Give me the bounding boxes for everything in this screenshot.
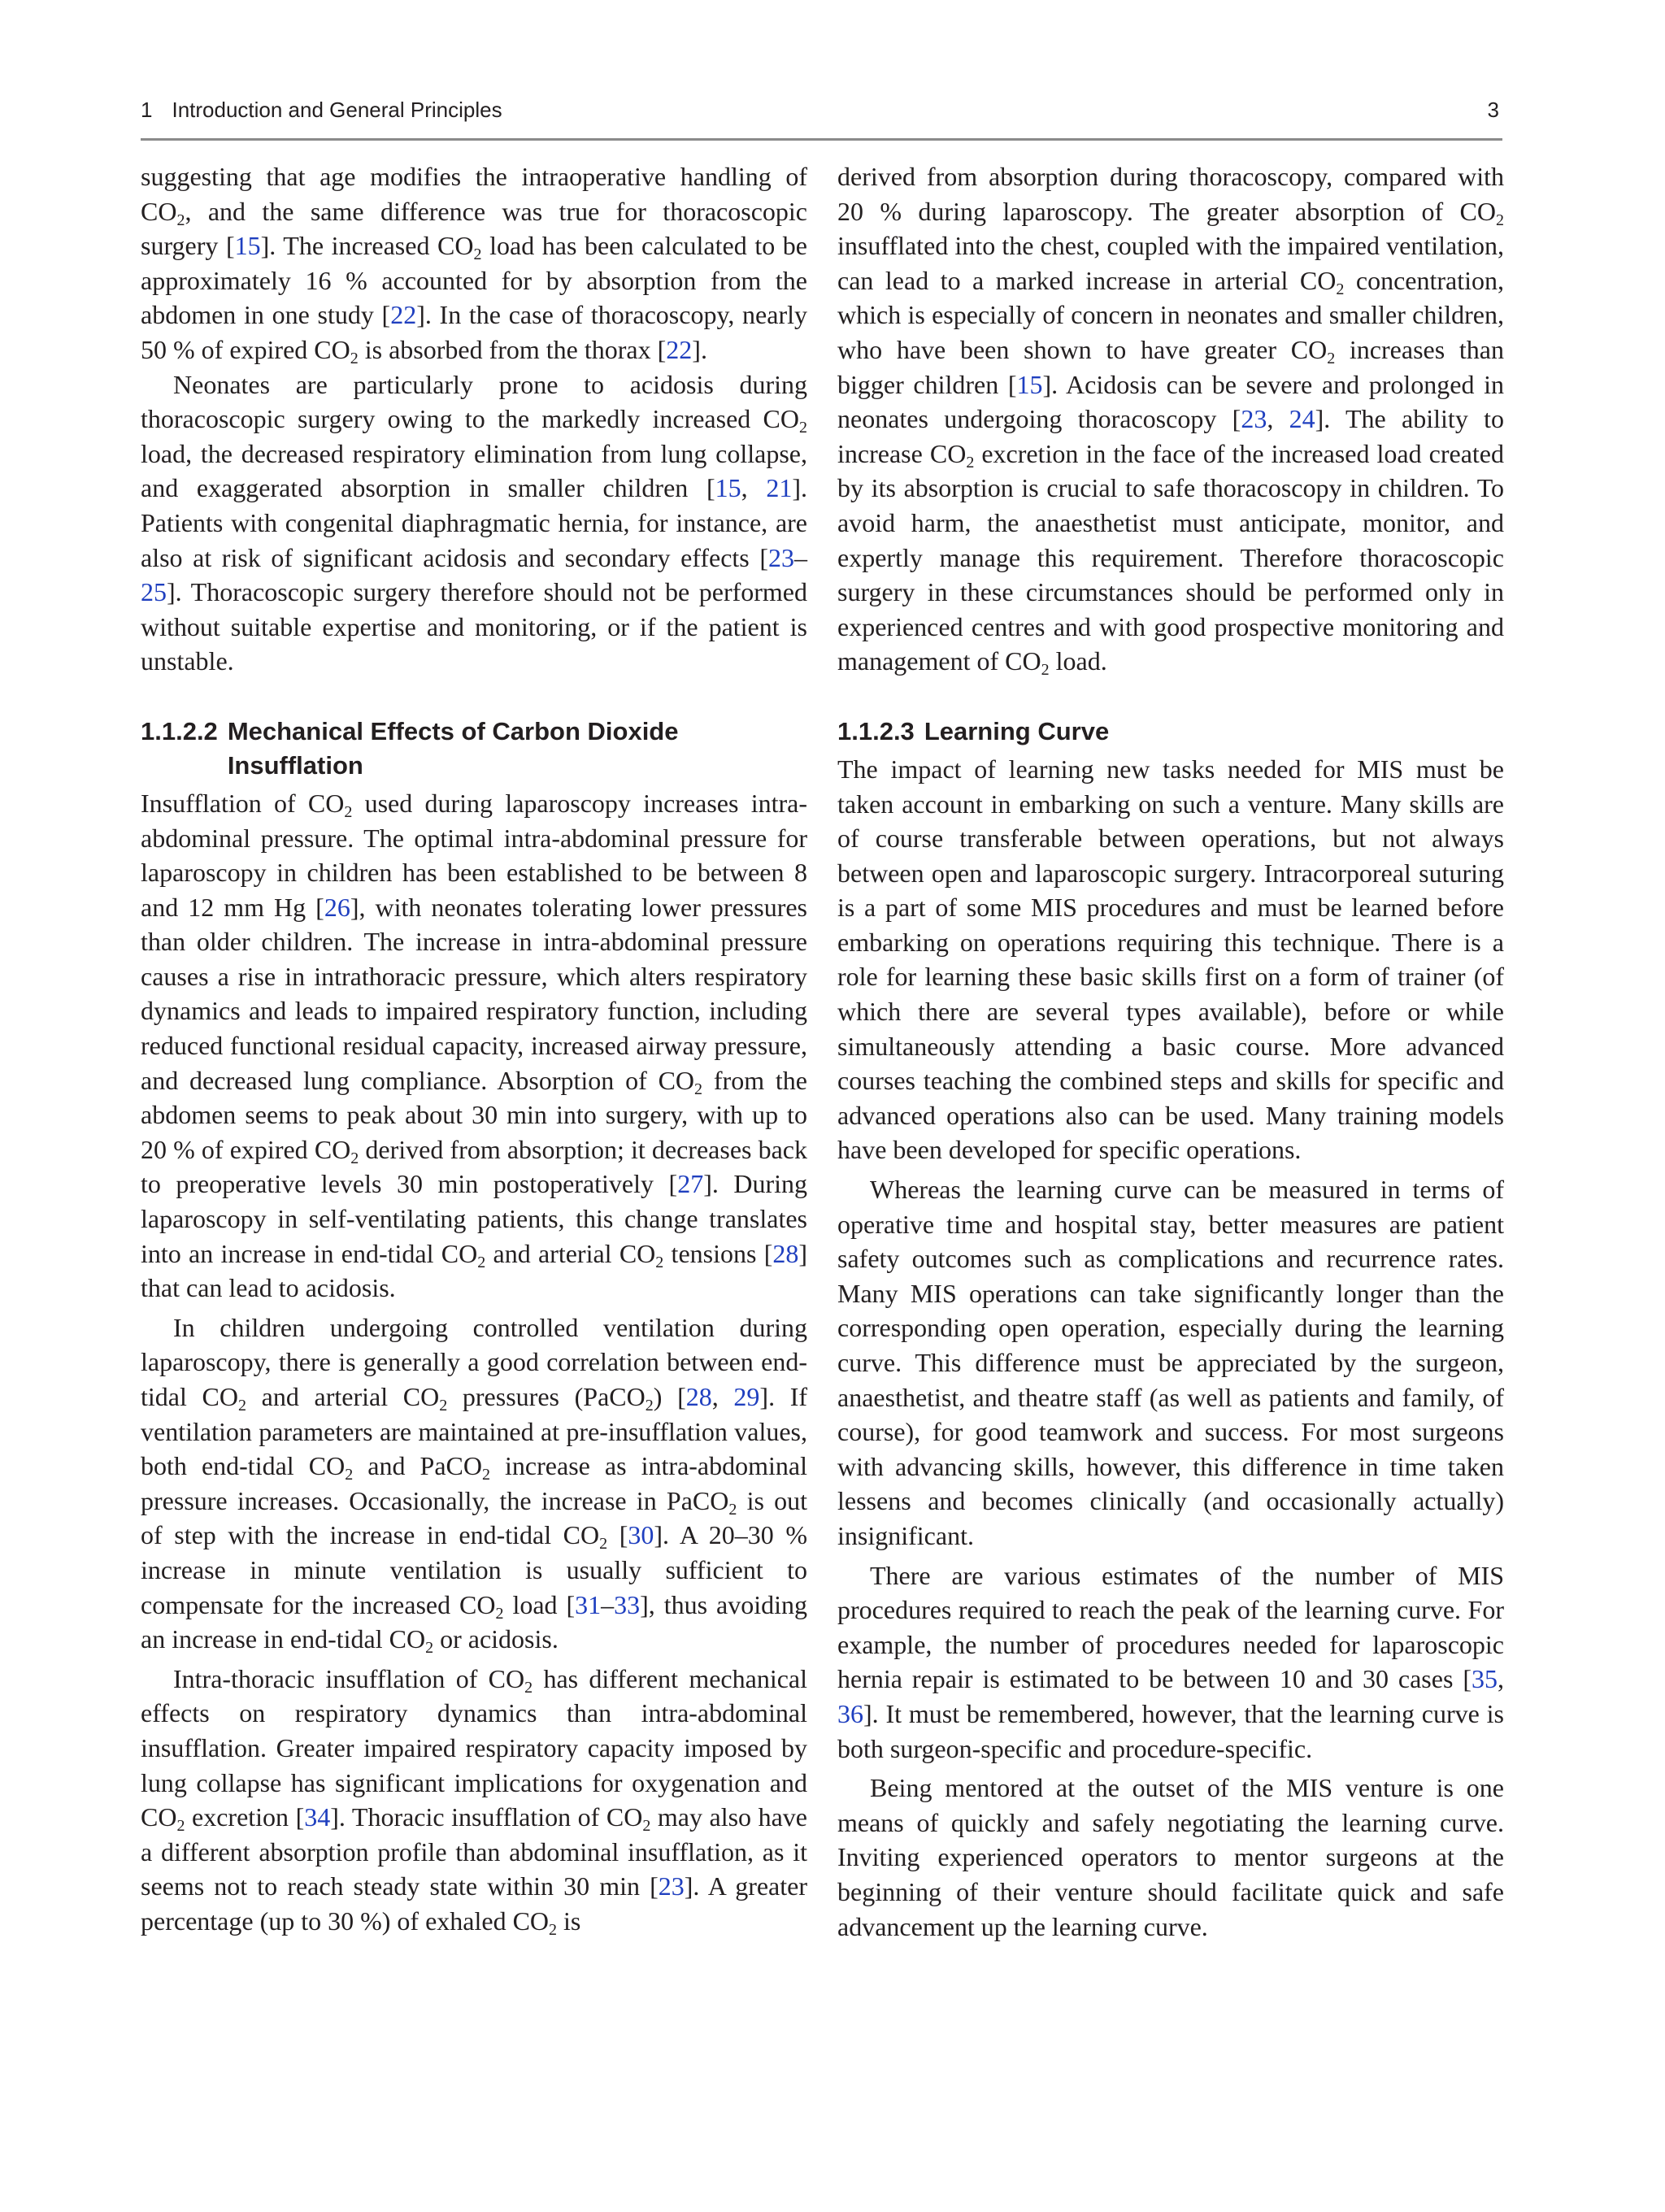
reference-link[interactable]: 23 xyxy=(658,1871,685,1901)
reference-link[interactable]: 27 xyxy=(677,1169,704,1199)
paragraph: suggesting that age modifies the intraoperative handling of $CO_2$, and the same difference was true for thoracoscopic surgery [15]. The increased $CO_2$ load has been calculated to be approximately 16 % accounted for by absorption from the abdomen in one study [22]. In the case of thoracoscopy, nearly 50 % of expired $CO_2$ is absorbed from the thorax [22]. xyxy=(141,162,808,367)
section-title: Mechanical Effects of Carbon Dioxide Insufflation xyxy=(227,716,679,780)
reference-link[interactable]: 35 xyxy=(1472,1664,1498,1694)
paragraph: Neonates are particularly prone to acidosis during thoracoscopic surgery owing to the markedly increased $CO_2$ load, the decreased respiratory elimination from lung collapse, and exaggerated absorption in smaller children [15, 21]. Patients with congenital diaphragmatic hernia, for instance, are also at risk of significant acidosis and secondary effects [23–25]. Thoracoscopic surgery therefore should not be performed without suitable expertise and monitoring, or if the patient is unstable. xyxy=(141,369,808,676)
reference-link[interactable]: 25 xyxy=(141,577,167,607)
reference-link[interactable]: 33 xyxy=(614,1589,641,1619)
reference-link[interactable]: 23 xyxy=(1241,404,1267,434)
chapter-heading xyxy=(141,98,502,123)
reference-link[interactable]: 30 xyxy=(628,1520,654,1550)
reference-link[interactable]: 15 xyxy=(234,231,261,261)
paragraph: In children undergoing controlled ventilation during laparoscopy, there is generally a good correlation between end-tidal $CO_2$ and arterial $CO_2$ pressures (PaCO$_2$) [28, 29]. If ventilation parameters are maintained at pre-insufflation values, both end-tidal $CO_2$ and PaCO$_2$ increase as intra-abdominal pressure increases. Occasionally, the increase in PaCO$_2$ is out of step with the increase in end-tidal $CO_2$ [30]. A 20–30 % increase in minute ventilation is usually sufficient to compensate for the increased $CO_2$ load [31–33], thus avoiding an increase in end-tidal $CO_2$ or acidosis. xyxy=(141,1312,808,1658)
running-header xyxy=(141,96,1502,141)
reference-link[interactable]: 28 xyxy=(772,1238,799,1268)
reference-link[interactable]: 22 xyxy=(390,300,417,330)
reference-link[interactable]: 15 xyxy=(715,473,741,503)
reference-link[interactable]: 23 xyxy=(768,542,794,572)
right-column xyxy=(837,159,1504,1944)
reference-link[interactable]: 28 xyxy=(685,1382,712,1411)
section-heading xyxy=(837,715,1504,749)
paragraph: There are various estimates of the number of MIS procedures required to reach the peak of the learning curve. For example, the number of procedures needed for laparoscopic hernia repair is estimated to be between 10 and 30 cases [35, 36]. It must be remembered, however, that the learning curve is both surgeon-specific and procedure-specific. xyxy=(837,1560,1504,1763)
paragraph: Being mentored at the outset of the MIS venture is one means of quickly and safely negotiating the learning curve. Inviting experienced operators to mentor surgeons at the beginning of their venture should facilitate quick and safe advancement up the learning curve. xyxy=(837,1773,1504,1941)
section-number: 1.1.2.2 xyxy=(141,716,218,745)
section-title: Learning Curve xyxy=(924,716,1110,745)
reference-link[interactable]: 15 xyxy=(1016,369,1043,399)
reference-link[interactable]: 36 xyxy=(837,1698,863,1728)
reference-link[interactable]: 29 xyxy=(733,1382,760,1411)
chapter-number: 1 xyxy=(141,98,153,122)
page-number: 3 xyxy=(1487,98,1499,122)
reference-link[interactable]: 34 xyxy=(304,1802,331,1832)
reference-link[interactable]: 31 xyxy=(575,1589,602,1619)
left-column xyxy=(141,159,807,1939)
paragraph: The impact of learning new tasks needed for MIS must be taken account in embarking on such a venture. Many skills are of course transferable between operations, but not always between open and laparoscopic surgery. Intracorporeal suturing is a part of some MIS procedures and must be learned before embarking on operations requiring this technique. There is a role for learning these basic skills first on a form of trainer (of which there are several types available), before or while simultaneously attending a basic course. More advanced courses teaching the combined steps and skills for specific and advanced operations also can be used. Many training models have been developed for specific operations. xyxy=(837,754,1504,1165)
paragraph: Whereas the learning curve can be measured in terms of operative time and hospital stay, better measures are patient safety outcomes such as complications and recurrence rates. Many MIS operations can take significantly longer than the corresponding open operation, especially during the learning curve. This difference must be appreciated by the surgeon, anaesthetist, and theatre staff (as well as patients and family, of course), for good teamwork and success. For most surgeons with advancing skills, however, this difference in time taken lessens and becomes clinically (and occasionally actually) insignificant. xyxy=(837,1175,1504,1550)
chapter-title: Introduction and General Principles xyxy=(172,98,502,122)
reference-link[interactable]: 21 xyxy=(766,473,793,503)
section-number: 1.1.2.3 xyxy=(837,716,915,745)
reference-link[interactable]: 22 xyxy=(666,334,693,364)
paragraph: Intra-thoracic insufflation of $CO_2$ has different mechanical effects on respiratory dynamics than intra-abdominal insufflation. Greater impaired respiratory capacity imposed by lung collapse has significant implications for oxygenation and $CO_2$ excretion [34]. Thoracic insufflation of $CO_2$ may also have a different absorption profile than abdominal insufflation, as it seems not to reach steady state within 30 min [23]. A greater percentage (up to 30 %) of exhaled $CO_2$ is xyxy=(141,1663,808,1939)
paragraph: derived from absorption during thoracoscopy, compared with 20 % during laparoscopy. The greater absorption of $CO_2$ insufflated into the chest, coupled with the impaired ventilation, can lead to a marked increase in arterial $CO_2$ concentration, which is especially of concern in neonates and smaller children, who have been shown to have greater $CO_2$ increases than bigger children [15]. Acidosis can be severe and prolonged in neonates undergoing thoracoscopy [23, 24]. The ability to increase $CO_2$ excretion in the face of the increased load created by its absorption is crucial to safe thoracoscopy in children. To avoid harm, the anaesthetist must anticipate, monitor, and expertly manage this requirement. Therefore thoracoscopic surgery in these circumstances should be performed only in experienced centres and with good prospective monitoring and management of $CO_2$ load. xyxy=(837,162,1505,680)
reference-link[interactable]: 26 xyxy=(324,892,350,922)
section-heading xyxy=(141,715,807,783)
paragraph: Insufflation of $CO_2$ used during laparoscopy increases intra-abdominal pressure. The optimal intra-abdominal pressure for laparoscopy in children has been established to be between 8 and 12 mm Hg [26], with neonates tolerating lower pressures than older children. The increase in intra-abdominal pressure causes a rise in intrathoracic pressure, which alters respiratory dynamics and leads to impaired respiratory function, including reduced functional residual capacity, increased airway pressure, and decreased lung compliance. Absorption of $CO_2$ from the abdomen seems to peak about 30 min into surgery, with up to 20 % of expired $CO_2$ derived from absorption; it decreases back to preoperative levels 30 min postoperatively [27]. During laparoscopy in self-ventilating patients, this change translates into an increase in end-tidal $CO_2$ and arterial $CO_2$ tensions [28] that can lead to acidosis. xyxy=(141,788,808,1303)
reference-link[interactable]: 24 xyxy=(1289,404,1315,434)
